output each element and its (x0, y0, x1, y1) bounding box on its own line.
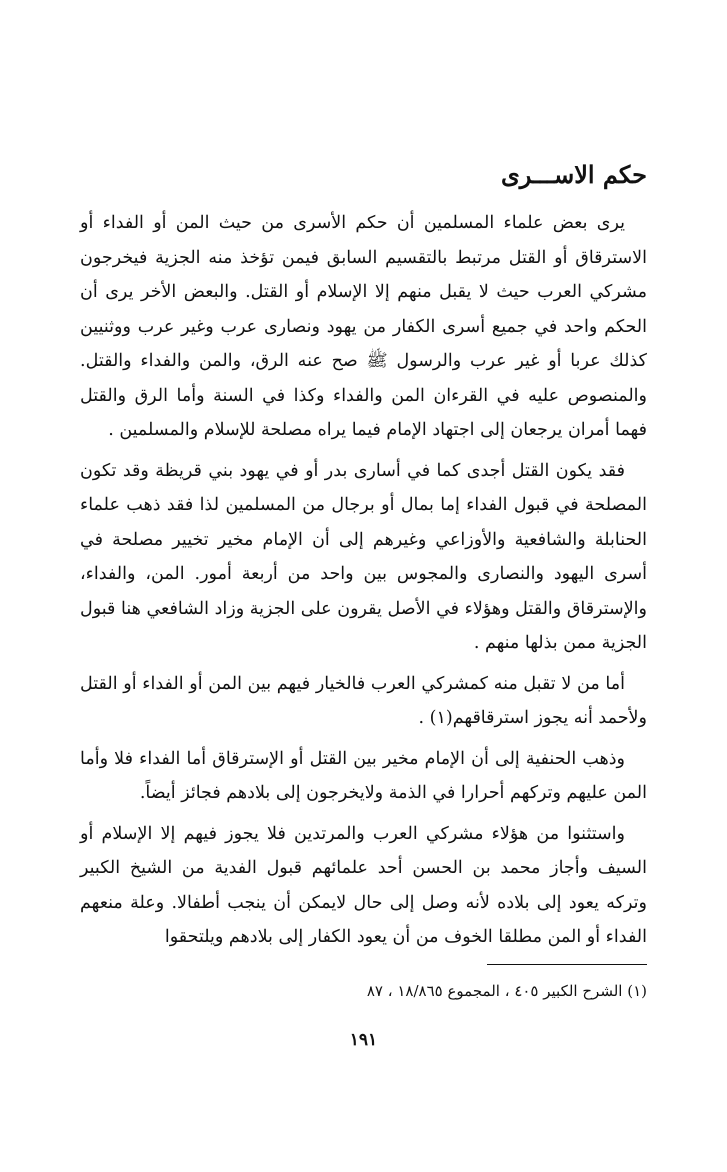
paragraph-5: واستثنوا من هؤلاء مشركي العرب والمرتدين فلا يجوز فيهم إلا الإسلام أو السيف وأجاز محمد بن الحسن أحد علمائهم قبول الفدية من الشيخ الكبير وتركه يعود إلى بلاده لأنه وصل إلى حال لايمكن أن ينجب أطفالا. وعلة منعهم الفداء أو المن مطلقا الخوف من أن يعود الكفار إلى بلادهم ويلتحقوا (80, 823, 647, 947)
footnote: (١) الشرح الكبير ٤٠٥ ، المجموع ١٨/٨٦٥ ، ٨٧ (366, 982, 647, 1000)
paragraph-1: يرى بعض علماء المسلمين أن حكم الأسرى من حيث المن أو الفداء أو الاسترقاق أو القتل مرتبط بالتقسيم السابق فيمن تؤخذ منه الجزية فيخرجون مشركي العرب حيث لا يقبل منهم إلا الإسلام أو القتل. والبعض الأخر يرى أن الحكم واحد في جميع أسرى الكفار من يهود ونصارى عرب وغير عرب ووثنيين كذلك عربا أو غير عرب والرسول ﷺ صح عنه الرق، والمن والفداء والقتل. والمنصوص عليه في القرءان المن والفداء وكذا في السنة وأما الرق والقتل فهما أمران يرجعان إلى اجتهاد الإمام فيما يراه مصلحة للإسلام والمسلمين . (80, 213, 647, 440)
footnote-divider (487, 964, 647, 965)
section-heading: حكم الاســـرى (500, 160, 647, 189)
page-number: ١٩١ (349, 1030, 378, 1050)
paragraph-3: أما من لا تقبل منه كمشركي العرب فالخيار فيهم بين المن أو الفداء أو القتل ولأحمد أنه يجوز استرقاقهم(١) . (80, 673, 647, 728)
paragraph-2: فقد يكون القتل أجدى كما في أسارى بدر أو في يهود بني قريظة وقد تكون المصلحة في قبول الفداء إما بمال أو برجال من المسلمين لذا فقد ذهب علماء الحنابلة والشافعية والأوزاعي وغيرهم إلى أن الإمام مخير تخيير مصلحة في أسرى اليهود والنصارى والمجوس بين واحد من أربعة أمور. المن، والفداء، والإسترقاق والقتل وهؤلاء في الأصل يقرون على الجزية وزاد الشافعي هنا قبول الجزية ممن بذلها منهم . (80, 460, 647, 653)
paragraph-4: وذهب الحنفية إلى أن الإمام مخير بين القتل أو الإسترقاق أما الفداء فلا وأما المن عليهم وتركهم أحرارا في الذمة ولايخرجون إلى بلادهم فجائز أيضاً. (80, 748, 647, 803)
body-text (80, 206, 647, 961)
